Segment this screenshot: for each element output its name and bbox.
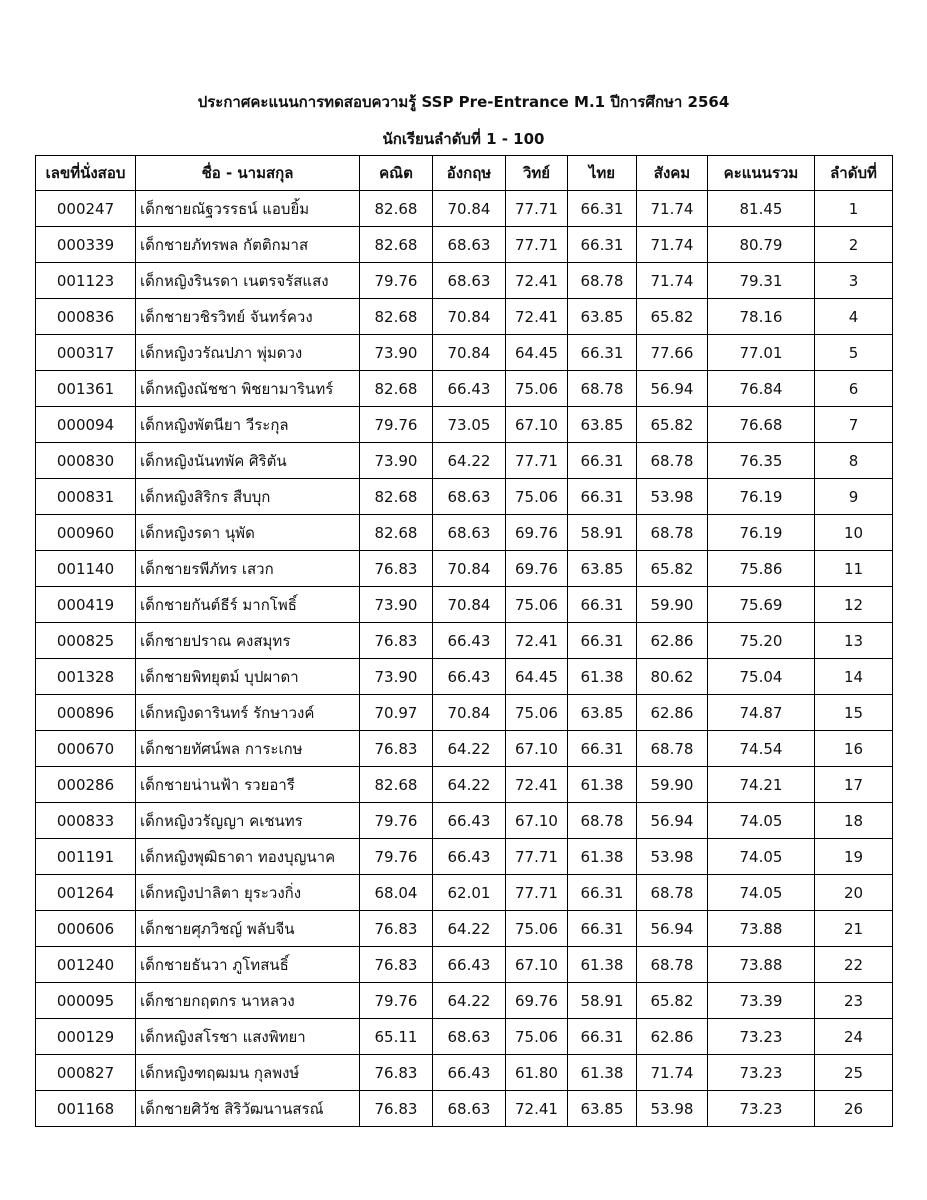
english-score-cell: 66.43 (433, 839, 506, 875)
page-title: ประกาศคะแนนการทดสอบความรู้ SSP Pre-Entrance M.1 ปีการศึกษา 2564 (197, 93, 730, 111)
science-score-cell: 67.10 (506, 731, 568, 767)
rank-cell: 11 (815, 551, 893, 587)
social-score-cell: 53.98 (637, 839, 708, 875)
social-score-cell: 71.74 (637, 227, 708, 263)
rank-cell: 26 (815, 1091, 893, 1127)
science-score-cell: 67.10 (506, 947, 568, 983)
table-row (36, 731, 893, 767)
full-name-cell: เด็กชายทัศน์พล การะเกษ (136, 731, 360, 767)
math-score-cell: 79.76 (360, 839, 433, 875)
total-score-cell: 73.88 (708, 911, 815, 947)
seat-number-cell: 000419 (36, 587, 136, 623)
math-score-cell: 79.76 (360, 983, 433, 1019)
english-score-cell: 68.63 (433, 227, 506, 263)
math-score-cell: 76.83 (360, 947, 433, 983)
total-score-cell: 75.69 (708, 587, 815, 623)
science-score-cell: 69.76 (506, 551, 568, 587)
full-name-cell: เด็กหญิงณัชชา พิชยามารินทร์ (136, 371, 360, 407)
table-row (36, 875, 893, 911)
social-score-cell: 65.82 (637, 551, 708, 587)
table-row (36, 551, 893, 587)
rank-cell: 1 (815, 191, 893, 227)
full-name-cell: เด็กชายน่านฟ้า รวยอารี (136, 767, 360, 803)
seat-number-cell: 001361 (36, 371, 136, 407)
seat-number-cell: 001123 (36, 263, 136, 299)
social-score-cell: 62.86 (637, 1019, 708, 1055)
math-score-cell: 79.76 (360, 407, 433, 443)
math-score-cell: 82.68 (360, 227, 433, 263)
rank-cell: 25 (815, 1055, 893, 1091)
total-score-cell: 76.19 (708, 479, 815, 515)
rank-cell: 7 (815, 407, 893, 443)
math-score-cell: 76.83 (360, 623, 433, 659)
social-score-cell: 56.94 (637, 803, 708, 839)
thai-score-cell: 66.31 (568, 731, 637, 767)
english-score-cell: 73.05 (433, 407, 506, 443)
seat-number-cell: 000827 (36, 1055, 136, 1091)
social-score-cell: 62.86 (637, 695, 708, 731)
table-row (36, 335, 893, 371)
total-score-cell: 77.01 (708, 335, 815, 371)
science-score-cell: 75.06 (506, 1019, 568, 1055)
social-score-cell: 68.78 (637, 947, 708, 983)
total-score-cell: 81.45 (708, 191, 815, 227)
thai-score-cell: 61.38 (568, 767, 637, 803)
full-name-cell: เด็กชายวชิรวิทย์ จันทร์ควง (136, 299, 360, 335)
social-score-cell: 77.66 (637, 335, 708, 371)
thai-score-cell: 63.85 (568, 695, 637, 731)
score-table (35, 155, 893, 1127)
table-row (36, 803, 893, 839)
full-name-cell: เด็กหญิงพัตนียา วีระกุล (136, 407, 360, 443)
col-header-rank: ลำดับที่ (815, 156, 893, 191)
full-name-cell: เด็กหญิงปาลิตา ยุระวงกิ่ง (136, 875, 360, 911)
full-name-cell: เด็กชายปราณ คงสมุทร (136, 623, 360, 659)
seat-number-cell: 000833 (36, 803, 136, 839)
rank-cell: 15 (815, 695, 893, 731)
total-score-cell: 76.35 (708, 443, 815, 479)
math-score-cell: 73.90 (360, 659, 433, 695)
col-header-full-name: ชื่อ - นามสกุล (136, 156, 360, 191)
full-name-cell: เด็กชายกฤตกร นาหลวง (136, 983, 360, 1019)
thai-score-cell: 66.31 (568, 875, 637, 911)
social-score-cell: 65.82 (637, 299, 708, 335)
thai-score-cell: 66.31 (568, 587, 637, 623)
table-row (36, 839, 893, 875)
science-score-cell: 77.71 (506, 839, 568, 875)
total-score-cell: 78.16 (708, 299, 815, 335)
full-name-cell: เด็กชายศุภวิชญ์ พลับจีน (136, 911, 360, 947)
seat-number-cell: 000317 (36, 335, 136, 371)
col-header-science: วิทย์ (506, 156, 568, 191)
total-score-cell: 76.19 (708, 515, 815, 551)
total-score-cell: 74.05 (708, 839, 815, 875)
full-name-cell: เด็กหญิงดารินทร์ รักษาวงค์ (136, 695, 360, 731)
seat-number-cell: 000286 (36, 767, 136, 803)
rank-cell: 16 (815, 731, 893, 767)
thai-score-cell: 61.38 (568, 1055, 637, 1091)
social-score-cell: 65.82 (637, 407, 708, 443)
rank-cell: 21 (815, 911, 893, 947)
total-score-cell: 74.87 (708, 695, 815, 731)
science-score-cell: 69.76 (506, 983, 568, 1019)
english-score-cell: 64.22 (433, 983, 506, 1019)
science-score-cell: 75.06 (506, 371, 568, 407)
english-score-cell: 66.43 (433, 659, 506, 695)
full-name-cell: เด็กชายกันต์ธีร์ มากโพธิ์ (136, 587, 360, 623)
math-score-cell: 82.68 (360, 299, 433, 335)
social-score-cell: 68.78 (637, 731, 708, 767)
table-row (36, 659, 893, 695)
full-name-cell: เด็กหญิงวรัณปภา พุ่มดวง (136, 335, 360, 371)
thai-score-cell: 66.31 (568, 227, 637, 263)
thai-score-cell: 66.31 (568, 1019, 637, 1055)
science-score-cell: 77.71 (506, 191, 568, 227)
full-name-cell: เด็กหญิงสโรชา แสงพิทยา (136, 1019, 360, 1055)
table-row (36, 623, 893, 659)
rank-cell: 10 (815, 515, 893, 551)
math-score-cell: 70.97 (360, 695, 433, 731)
science-score-cell: 61.80 (506, 1055, 568, 1091)
science-score-cell: 67.10 (506, 407, 568, 443)
table-row (36, 227, 893, 263)
english-score-cell: 68.63 (433, 263, 506, 299)
thai-score-cell: 63.85 (568, 1091, 637, 1127)
math-score-cell: 82.68 (360, 515, 433, 551)
page-subtitle: นักเรียนลำดับที่ 1 - 100 (382, 130, 545, 148)
seat-number-cell: 000247 (36, 191, 136, 227)
social-score-cell: 59.90 (637, 587, 708, 623)
seat-number-cell: 001264 (36, 875, 136, 911)
table-row (36, 587, 893, 623)
rank-cell: 5 (815, 335, 893, 371)
table-row (36, 407, 893, 443)
social-score-cell: 53.98 (637, 1091, 708, 1127)
thai-score-cell: 66.31 (568, 623, 637, 659)
thai-score-cell: 66.31 (568, 443, 637, 479)
total-score-cell: 75.04 (708, 659, 815, 695)
science-score-cell: 72.41 (506, 263, 568, 299)
seat-number-cell: 000094 (36, 407, 136, 443)
seat-number-cell: 001191 (36, 839, 136, 875)
table-row (36, 515, 893, 551)
social-score-cell: 71.74 (637, 191, 708, 227)
science-score-cell: 72.41 (506, 767, 568, 803)
rank-cell: 17 (815, 767, 893, 803)
seat-number-cell: 001168 (36, 1091, 136, 1127)
col-header-english: อังกฤษ (433, 156, 506, 191)
social-score-cell: 68.78 (637, 443, 708, 479)
total-score-cell: 80.79 (708, 227, 815, 263)
full-name-cell: เด็กชายธันวา ภูโทสนธิ์ (136, 947, 360, 983)
table-row (36, 911, 893, 947)
social-score-cell: 68.78 (637, 875, 708, 911)
seat-number-cell: 000896 (36, 695, 136, 731)
thai-score-cell: 63.85 (568, 551, 637, 587)
total-score-cell: 74.05 (708, 803, 815, 839)
science-score-cell: 64.45 (506, 659, 568, 695)
rank-cell: 24 (815, 1019, 893, 1055)
table-row (36, 983, 893, 1019)
science-score-cell: 72.41 (506, 623, 568, 659)
total-score-cell: 74.05 (708, 875, 815, 911)
math-score-cell: 76.83 (360, 911, 433, 947)
science-score-cell: 72.41 (506, 1091, 568, 1127)
full-name-cell: เด็กหญิงพุฒิธาดา ทองบุญนาค (136, 839, 360, 875)
thai-score-cell: 58.91 (568, 515, 637, 551)
math-score-cell: 76.83 (360, 1091, 433, 1127)
science-score-cell: 77.71 (506, 227, 568, 263)
thai-score-cell: 63.85 (568, 407, 637, 443)
seat-number-cell: 000960 (36, 515, 136, 551)
thai-score-cell: 68.78 (568, 803, 637, 839)
math-score-cell: 76.83 (360, 551, 433, 587)
rank-cell: 4 (815, 299, 893, 335)
english-score-cell: 70.84 (433, 191, 506, 227)
math-score-cell: 73.90 (360, 443, 433, 479)
rank-cell: 12 (815, 587, 893, 623)
science-score-cell: 72.41 (506, 299, 568, 335)
english-score-cell: 64.22 (433, 767, 506, 803)
english-score-cell: 66.43 (433, 623, 506, 659)
table-row (36, 1091, 893, 1127)
science-score-cell: 75.06 (506, 695, 568, 731)
table-row (36, 299, 893, 335)
thai-score-cell: 58.91 (568, 983, 637, 1019)
english-score-cell: 70.84 (433, 695, 506, 731)
science-score-cell: 77.71 (506, 443, 568, 479)
thai-score-cell: 66.31 (568, 911, 637, 947)
col-header-social: สังคม (637, 156, 708, 191)
science-score-cell: 75.06 (506, 587, 568, 623)
english-score-cell: 66.43 (433, 371, 506, 407)
thai-score-cell: 61.38 (568, 839, 637, 875)
english-score-cell: 68.63 (433, 1019, 506, 1055)
seat-number-cell: 000670 (36, 731, 136, 767)
social-score-cell: 71.74 (637, 263, 708, 299)
thai-score-cell: 66.31 (568, 335, 637, 371)
thai-score-cell: 63.85 (568, 299, 637, 335)
rank-cell: 3 (815, 263, 893, 299)
full-name-cell: เด็กหญิงนันทพัค ศิริตัน (136, 443, 360, 479)
total-score-cell: 75.86 (708, 551, 815, 587)
social-score-cell: 53.98 (637, 479, 708, 515)
english-score-cell: 68.63 (433, 1091, 506, 1127)
total-score-cell: 74.54 (708, 731, 815, 767)
table-row (36, 947, 893, 983)
total-score-cell: 73.23 (708, 1019, 815, 1055)
seat-number-cell: 000095 (36, 983, 136, 1019)
rank-cell: 20 (815, 875, 893, 911)
thai-score-cell: 66.31 (568, 191, 637, 227)
table-row (36, 371, 893, 407)
thai-score-cell: 68.78 (568, 371, 637, 407)
math-score-cell: 73.90 (360, 587, 433, 623)
science-score-cell: 75.06 (506, 911, 568, 947)
math-score-cell: 82.68 (360, 191, 433, 227)
social-score-cell: 80.62 (637, 659, 708, 695)
rank-cell: 6 (815, 371, 893, 407)
full-name-cell: เด็กหญิงรินรดา เนตรจรัสแสง (136, 263, 360, 299)
math-score-cell: 82.68 (360, 371, 433, 407)
thai-score-cell: 61.38 (568, 659, 637, 695)
english-score-cell: 70.84 (433, 299, 506, 335)
seat-number-cell: 000836 (36, 299, 136, 335)
total-score-cell: 74.21 (708, 767, 815, 803)
rank-cell: 9 (815, 479, 893, 515)
table-row (36, 443, 893, 479)
english-score-cell: 66.43 (433, 947, 506, 983)
seat-number-cell: 000339 (36, 227, 136, 263)
table-body (36, 191, 893, 1127)
total-score-cell: 73.88 (708, 947, 815, 983)
social-score-cell: 56.94 (637, 911, 708, 947)
full-name-cell: เด็กหญิงรดา นุพัด (136, 515, 360, 551)
rank-cell: 13 (815, 623, 893, 659)
seat-number-cell: 001328 (36, 659, 136, 695)
col-header-thai: ไทย (568, 156, 637, 191)
full-name-cell: เด็กชายณัฐวรรธน์ แอบยิ้ม (136, 191, 360, 227)
seat-number-cell: 001240 (36, 947, 136, 983)
rank-cell: 19 (815, 839, 893, 875)
full-name-cell: เด็กหญิงฑฤฒมน กุลพงษ์ (136, 1055, 360, 1091)
full-name-cell: เด็กหญิงสิริกร สืบบุก (136, 479, 360, 515)
total-score-cell: 75.20 (708, 623, 815, 659)
social-score-cell: 65.82 (637, 983, 708, 1019)
table-row (36, 479, 893, 515)
total-score-cell: 73.39 (708, 983, 815, 1019)
thai-score-cell: 66.31 (568, 479, 637, 515)
social-score-cell: 59.90 (637, 767, 708, 803)
rank-cell: 2 (815, 227, 893, 263)
table-row (36, 263, 893, 299)
math-score-cell: 79.76 (360, 803, 433, 839)
math-score-cell: 79.76 (360, 263, 433, 299)
english-score-cell: 70.84 (433, 551, 506, 587)
table-row (36, 695, 893, 731)
col-header-math: คณิต (360, 156, 433, 191)
social-score-cell: 62.86 (637, 623, 708, 659)
total-score-cell: 76.84 (708, 371, 815, 407)
full-name-cell: เด็กหญิงวรัญญา คเชนทร (136, 803, 360, 839)
thai-score-cell: 68.78 (568, 263, 637, 299)
social-score-cell: 68.78 (637, 515, 708, 551)
rank-cell: 22 (815, 947, 893, 983)
seat-number-cell: 000606 (36, 911, 136, 947)
rank-cell: 23 (815, 983, 893, 1019)
math-score-cell: 65.11 (360, 1019, 433, 1055)
science-score-cell: 75.06 (506, 479, 568, 515)
total-score-cell: 79.31 (708, 263, 815, 299)
science-score-cell: 69.76 (506, 515, 568, 551)
math-score-cell: 76.83 (360, 1055, 433, 1091)
seat-number-cell: 000129 (36, 1019, 136, 1055)
science-score-cell: 67.10 (506, 803, 568, 839)
full-name-cell: เด็กชายพิทยุตม์ บุปผาดา (136, 659, 360, 695)
table-row (36, 1055, 893, 1091)
english-score-cell: 68.63 (433, 479, 506, 515)
english-score-cell: 64.22 (433, 443, 506, 479)
table-row (36, 767, 893, 803)
total-score-cell: 76.68 (708, 407, 815, 443)
science-score-cell: 77.71 (506, 875, 568, 911)
english-score-cell: 64.22 (433, 911, 506, 947)
english-score-cell: 66.43 (433, 1055, 506, 1091)
english-score-cell: 66.43 (433, 803, 506, 839)
full-name-cell: เด็กชายศิวัช สิริวัฒนานสรณ์ (136, 1091, 360, 1127)
math-score-cell: 82.68 (360, 767, 433, 803)
math-score-cell: 76.83 (360, 731, 433, 767)
english-score-cell: 70.84 (433, 335, 506, 371)
full-name-cell: เด็กชายรพีภัทร เสวก (136, 551, 360, 587)
total-score-cell: 73.23 (708, 1055, 815, 1091)
full-name-cell: เด็กชายภัทรพล กัตติกมาส (136, 227, 360, 263)
english-score-cell: 62.01 (433, 875, 506, 911)
social-score-cell: 71.74 (637, 1055, 708, 1091)
table-header-row (36, 156, 893, 191)
table-row (36, 1019, 893, 1055)
seat-number-cell: 000831 (36, 479, 136, 515)
thai-score-cell: 61.38 (568, 947, 637, 983)
rank-cell: 8 (815, 443, 893, 479)
seat-number-cell: 000830 (36, 443, 136, 479)
col-header-seat-number: เลขที่นั่งสอบ (36, 156, 136, 191)
english-score-cell: 70.84 (433, 587, 506, 623)
col-header-total-score: คะแนนรวม (708, 156, 815, 191)
math-score-cell: 73.90 (360, 335, 433, 371)
total-score-cell: 73.23 (708, 1091, 815, 1127)
rank-cell: 14 (815, 659, 893, 695)
english-score-cell: 68.63 (433, 515, 506, 551)
rank-cell: 18 (815, 803, 893, 839)
seat-number-cell: 000825 (36, 623, 136, 659)
science-score-cell: 64.45 (506, 335, 568, 371)
social-score-cell: 56.94 (637, 371, 708, 407)
table-row (36, 191, 893, 227)
math-score-cell: 68.04 (360, 875, 433, 911)
english-score-cell: 64.22 (433, 731, 506, 767)
math-score-cell: 82.68 (360, 479, 433, 515)
seat-number-cell: 001140 (36, 551, 136, 587)
